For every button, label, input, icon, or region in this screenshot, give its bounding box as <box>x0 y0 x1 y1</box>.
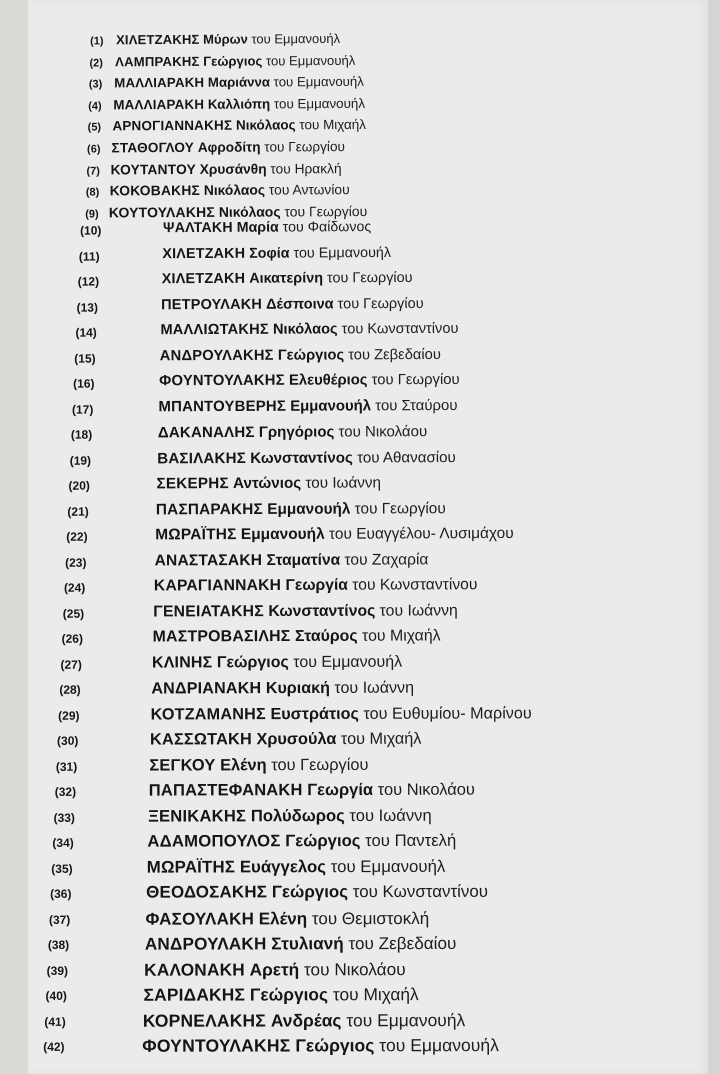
surname: ΚΑΡΑΓΙΑΝΝΑΚΗ <box>153 576 282 595</box>
item-number: (2) <box>89 56 103 70</box>
first-name: Γεώργιος <box>277 346 345 364</box>
item-number: (6) <box>87 143 101 156</box>
first-name: Γεωργία <box>307 780 374 800</box>
father-name: του Ιωάννη <box>305 474 382 492</box>
first-name: Νικόλαος <box>235 117 296 134</box>
person-name <box>148 807 432 824</box>
person-name <box>111 140 344 155</box>
surname: ΞΕΝΙΚΑΚΗΣ <box>148 805 247 826</box>
person-name <box>154 577 478 594</box>
person-name <box>143 986 418 1004</box>
first-name: Γεώργιος <box>216 653 289 671</box>
person-name <box>156 501 446 518</box>
first-name: Σοφία <box>249 245 290 262</box>
surname: ΑΡΝΟΓΙΑΝΝΑΚΗΣ <box>112 118 233 134</box>
item-number: (8) <box>85 186 100 199</box>
first-name: Μύρων <box>203 31 248 47</box>
father-name: του Νικολάου <box>377 780 475 799</box>
item-number: (23) <box>65 555 87 570</box>
item-number: (38) <box>47 937 70 952</box>
item-number: (25) <box>62 606 85 621</box>
surname: ΨΑΛΤΑΚΗ <box>162 219 233 237</box>
first-name: Εμμανουήλ <box>240 525 325 544</box>
surname: ΑΝΔΡΟΥΛΑΚΗΣ <box>159 347 274 364</box>
item-number: (3) <box>88 78 103 91</box>
item-number: (11) <box>78 248 100 264</box>
surname: ΣΕΓΚΟΥ <box>149 755 216 775</box>
person-name <box>157 450 456 466</box>
father-name: του Νικολάου <box>303 958 406 979</box>
father-name: του Κωνσταντίνου <box>352 881 489 902</box>
item-number: (37) <box>48 912 71 927</box>
first-name: Γεώργιος <box>203 53 263 69</box>
father-name: του Εμμανουήλ <box>273 95 366 112</box>
person-name <box>160 347 441 363</box>
father-name: του Ιωάννη <box>379 601 458 620</box>
father-name: του Ευθυμίου- Μαρίνου <box>363 703 532 723</box>
father-name: του Εμμανουήλ <box>379 1035 499 1056</box>
person-name <box>149 782 475 799</box>
first-name: Στυλιανή <box>271 933 344 954</box>
father-name: του Γεωργίου <box>326 269 413 287</box>
item-number: (27) <box>60 657 82 672</box>
father-name: του Ζεβεδαίου <box>348 346 441 363</box>
first-name: Γρηγόριος <box>258 423 335 441</box>
first-name: Νικόλαος <box>218 203 281 220</box>
item-number: (18) <box>70 427 93 442</box>
item-number: (30) <box>57 733 79 748</box>
father-name: του Εμμανουήλ <box>273 74 364 90</box>
person-name <box>113 97 365 112</box>
person-name <box>158 424 427 440</box>
surname: ΜΑΛΛΙΑΡΑΚΗ <box>114 74 205 91</box>
first-name: Μαρία <box>236 219 279 236</box>
item-number: (26) <box>61 631 83 646</box>
surname: ΚΑΛΟΝΑΚΗ <box>144 958 245 980</box>
surname: ΚΟΥΤΟΥΛΑΚΗΣ <box>108 203 215 221</box>
person-name <box>161 296 424 312</box>
surname: ΚΑΣΣΩΤΑΚΗ <box>149 730 252 749</box>
first-name: Χρυσούλα <box>256 729 337 749</box>
person-name <box>162 246 391 261</box>
first-name: Εμμανουήλ <box>290 396 372 415</box>
surname: ΣΤΑΘΟΓΛΟΥ <box>111 139 195 156</box>
first-name: Νικόλαος <box>272 321 338 338</box>
person-name <box>108 202 368 221</box>
surname: ΜΠΑΝΤΟΥΒΕΡΗΣ <box>158 397 287 415</box>
item-number: (36) <box>50 886 72 901</box>
father-name: του Παντελή <box>365 830 457 851</box>
surname: ΜΑΛΛΙΑΡΑΚΗ <box>113 96 205 113</box>
father-name: του Κωνσταντίνου <box>352 576 478 594</box>
surname: ΚΛΙΝΗΣ <box>151 653 213 671</box>
first-name: Ελευθέριος <box>288 372 368 389</box>
surname: ΑΝΔΡΙΑΝΑΚΗ <box>151 679 262 698</box>
item-number: (29) <box>58 708 80 723</box>
first-name: Αρετή <box>249 958 300 979</box>
first-name: Αφροδίτη <box>197 139 261 155</box>
person-name <box>162 271 413 287</box>
first-name: Γεώργιος <box>285 831 361 851</box>
father-name: του Γεωργίου <box>271 755 369 774</box>
surname: ΚΟΤΖΑΜΑΝΗΣ <box>150 704 266 724</box>
person-name <box>146 881 489 902</box>
first-name: Σταύρος <box>294 627 358 645</box>
item-number: (35) <box>51 861 73 876</box>
item-number: (24) <box>63 580 86 595</box>
item-number: (4) <box>88 100 102 113</box>
first-name: Γεωργία <box>285 576 348 594</box>
first-name: Κωνσταντίνος <box>268 602 376 620</box>
item-number: (39) <box>46 963 69 978</box>
person-name <box>160 322 458 338</box>
person-name <box>147 830 457 851</box>
father-name: του Αθανασίου <box>357 448 456 466</box>
surname: ΘΕΟΔΟΣΑΚΗΣ <box>146 882 268 902</box>
person-name <box>144 932 457 954</box>
father-name: του Ιωάννη <box>334 678 415 697</box>
first-name: Αντώνιος <box>232 474 302 493</box>
first-name: Γεώργιος <box>249 984 329 1005</box>
father-name: του Εμμανουήλ <box>293 653 403 671</box>
item-number: (14) <box>75 325 97 340</box>
father-name: του Γεωργίου <box>264 139 345 155</box>
item-number: (9) <box>85 208 99 221</box>
surname: ΚΟΥΤΑΝΤΟΥ <box>110 161 196 177</box>
person-name <box>142 1009 466 1031</box>
father-name: του Γεωργίου <box>337 295 424 312</box>
item-number: (20) <box>68 478 90 493</box>
father-name: του Φαίδωνος <box>282 219 372 236</box>
surname: ΣΕΚΕΡΗΣ <box>156 475 229 493</box>
surname: ΜΩΡΑΪΤΗΣ <box>146 856 236 877</box>
person-name <box>145 909 429 927</box>
first-name: Εμμανουήλ <box>267 500 351 518</box>
father-name: του Γεωργίου <box>354 499 446 518</box>
item-number: (21) <box>67 504 89 519</box>
surname: ΜΑΣΤΡΟΒΑΣΙΛΗΣ <box>152 627 291 646</box>
first-name: Χρυσάνθη <box>199 161 267 177</box>
first-name: Μαριάννα <box>207 74 270 90</box>
person-name <box>112 118 366 133</box>
person-name <box>153 603 458 620</box>
father-name: του Εμμανουήλ <box>293 244 392 262</box>
person-name <box>158 398 457 414</box>
item-number: (7) <box>86 165 100 178</box>
item-number: (40) <box>45 988 67 1003</box>
father-name: του Κωνσταντίνου <box>341 320 459 338</box>
father-name: του Ηρακλή <box>270 160 342 177</box>
father-name: του Μιχαήλ <box>299 117 367 133</box>
father-name: του Εμμανουήλ <box>265 52 356 68</box>
person-name <box>116 32 340 46</box>
item-number: (41) <box>44 1014 66 1029</box>
surname: ΧΙΛΕΤΖΑΚΗ <box>162 245 246 262</box>
father-name: του Γεωργίου <box>371 371 460 389</box>
surname: ΜΩΡΑΪΤΗΣ <box>155 526 237 544</box>
surname: ΓΕΝΕΙΑΤΑΚΗΣ <box>153 602 264 620</box>
first-name: Καλλιόπη <box>207 96 271 112</box>
surname: ΜΑΛΛΙΩΤΑΚΗΣ <box>160 321 269 339</box>
surname: ΠΑΠΑΣΤΕΦΑΝΑΚΗ <box>148 781 303 800</box>
father-name: του Εμμανουήλ <box>346 1009 466 1030</box>
father-name: του Σταύρου <box>375 396 458 414</box>
item-number: (15) <box>74 351 96 366</box>
surname: ΛΑΜΠΡΑΚΗΣ <box>115 53 200 69</box>
surname: ΠΑΣΠΑΡΑΚΗΣ <box>155 500 263 518</box>
first-name: Κωνσταντίνος <box>250 449 353 467</box>
surname: ΧΙΛΕΤΖΑΚΗ <box>161 270 246 288</box>
item-number: (34) <box>52 835 74 850</box>
item-number: (5) <box>87 121 102 134</box>
person-name <box>114 75 364 90</box>
father-name: του Εμμανουήλ <box>251 30 341 47</box>
item-number: (19) <box>69 453 92 468</box>
father-name: του Μιχαήλ <box>340 729 422 748</box>
surname: ΚΟΡΝΕΛΑΚΗΣ <box>142 1009 266 1031</box>
surname: ΧΙΛΕΤΖΑΚΗΣ <box>115 31 200 48</box>
first-name: Ευάγγελος <box>239 856 327 876</box>
person-name <box>155 552 429 569</box>
father-name: του Μιχαήλ <box>332 984 419 1005</box>
item-number: (42) <box>43 1039 65 1054</box>
father-name: του Αντωνίου <box>268 181 350 198</box>
surname: ΑΔΑΜΟΠΟΥΛΟΣ <box>147 831 281 851</box>
first-name: Ανδρέας <box>270 1009 342 1030</box>
person-name <box>153 628 441 645</box>
surname: ΠΕΤΡΟΥΛΑΚΗ <box>161 296 263 313</box>
item-number: (32) <box>54 784 77 799</box>
surname: ΦΑΣΟΥΛΑΚΗ <box>145 908 255 929</box>
surname: ΑΝΔΡΟΥΛΑΚΗ <box>144 933 267 954</box>
person-name <box>155 526 514 543</box>
first-name: Ελένη <box>258 908 308 928</box>
first-name: Δέσποινα <box>266 295 334 313</box>
person-name <box>151 680 414 697</box>
surname: ΦΟΥΝΤΟΥΛΑΚΗΣ <box>142 1035 291 1056</box>
first-name: Πολύδωρος <box>250 805 345 825</box>
person-name <box>111 162 342 177</box>
surname: ΑΝΑΣΤΑΣΑΚΗ <box>154 551 263 569</box>
surname: ΦΟΥΝΤΟΥΛΑΚΗΣ <box>159 372 285 390</box>
person-name <box>144 958 406 980</box>
father-name: του Νικολάου <box>338 423 428 441</box>
person-name <box>142 1037 499 1055</box>
first-name: Γεώργιος <box>271 882 349 902</box>
father-name: του Θεμιστοκλή <box>311 908 430 928</box>
first-name: Σταματίνα <box>266 551 341 569</box>
surname: ΣΑΡΙΔΑΚΗΣ <box>143 984 246 1005</box>
person-name <box>152 654 402 671</box>
item-number: (1) <box>90 35 104 48</box>
person-name <box>115 53 355 68</box>
item-number: (28) <box>59 682 81 697</box>
surname: ΚΟΚΟΒΑΚΗΣ <box>109 182 201 199</box>
item-number: (12) <box>77 274 100 289</box>
surname: ΔΑΚΑΝΑΛΗΣ <box>157 423 255 442</box>
father-name: του Ζαχαρία <box>344 550 429 569</box>
person-name <box>110 183 350 198</box>
person-name <box>156 475 381 491</box>
item-number: (31) <box>55 759 78 774</box>
first-name: Ευστράτιος <box>270 704 359 723</box>
first-name: Αικατερίνη <box>249 270 324 287</box>
father-name: του Ιωάννη <box>349 805 432 825</box>
person-name <box>163 220 371 235</box>
person-name <box>147 858 446 876</box>
item-number: (17) <box>71 402 94 417</box>
father-name: του Μιχαήλ <box>362 627 441 645</box>
father-name: του Ευαγγέλου- Λυσιμάχου <box>328 524 514 543</box>
first-name: Ελένη <box>220 755 267 774</box>
item-number: (10) <box>80 223 102 238</box>
surname: ΒΑΣΙΛΑΚΗΣ <box>157 449 247 467</box>
item-number: (16) <box>73 376 95 391</box>
father-name: του Ζεβεδαίου <box>348 932 457 954</box>
first-name: Νικόλαος <box>203 181 266 199</box>
person-name <box>149 756 368 773</box>
person-name <box>150 731 421 748</box>
person-name <box>151 705 532 722</box>
father-name: του Γεωργίου <box>284 202 368 220</box>
person-name <box>159 373 460 389</box>
item-number: (13) <box>76 300 98 315</box>
item-number: (22) <box>66 529 88 544</box>
first-name: Γεώργιος <box>295 1035 375 1056</box>
first-name: Κυριακή <box>265 678 330 698</box>
father-name: του Εμμανουήλ <box>330 856 446 876</box>
item-number: (33) <box>53 810 75 825</box>
